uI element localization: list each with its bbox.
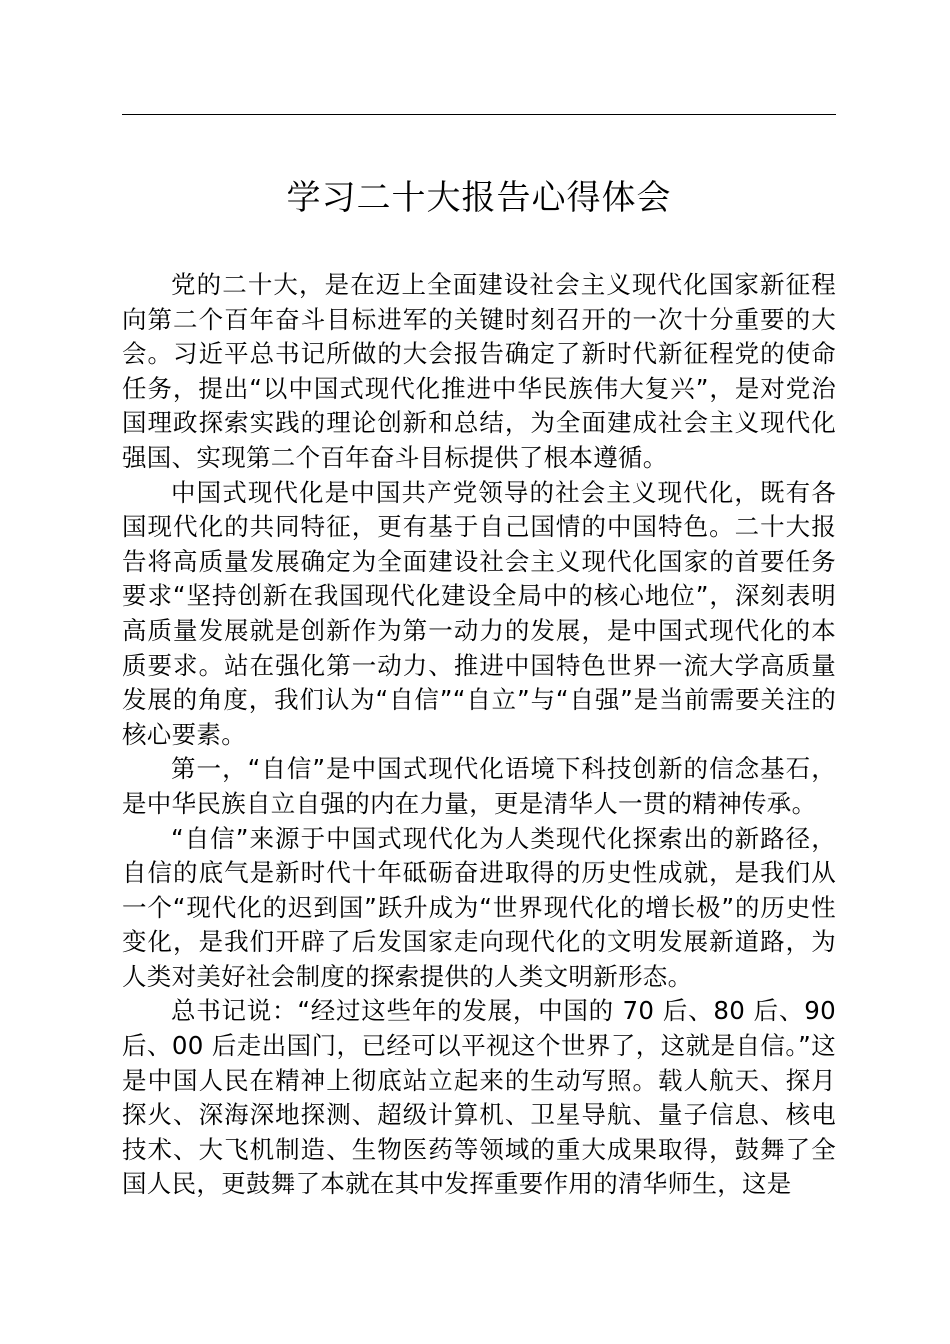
paragraph-5: 总书记说：“经过这些年的发展，中国的 70 后、80 后、90 后、00 后走出国门，已经可以平视这个世界了，这就是自信。”这是中国人民在精神上彻底站立起来的生动写照。载人航天、探月探火、深海深地探测、超级计算机、卫星导航、量子信息、核电技术、大飞机制造、生物医药等领域的重大成果取得，鼓舞了全国人民，更鼓舞了本就在其中发挥重要作用的清华师生，这是 [122,996,836,1199]
paragraph-3: 第一，“自信”是中国式现代化语境下科技创新的信念基石，是中华民族自立自强的内在力量，更是清华人一贯的精神传承。 [122,754,836,818]
document-title: 学习二十大报告心得体会 [286,178,672,218]
document-body [122,268,836,1202]
paragraph-4: “自信”来源于中国式现代化为人类现代化探索出的新路径，自信的底气是新时代十年砥砺奋进取得的历史性成就，是我们从一个“现代化的迟到国”跃升成为“世界现代化的增长极”的历史性变化，是我们开辟了后发国家走向现代化的文明发展新道路，为人类对美好社会制度的探索提供的人类文明新形态。 [122,823,836,991]
paragraph-1: 党的二十大，是在迈上全面建设社会主义现代化国家新征程向第二个百年奋斗目标进军的关键时刻召开的一次十分重要的大会。习近平总书记所做的大会报告确定了新时代新征程党的使命任务，提出“以中国式现代化推进中华民族伟大复兴”，是对党治国理政探索实践的理论创新和总结，为全面建成社会主义现代化强国、实现第二个百年奋斗目标提供了根本遵循。 [122,270,836,472]
paragraph-2: 中国式现代化是中国共产党领导的社会主义现代化，既有各国现代化的共同特征，更有基于自己国情的中国特色。二十大报告将高质量发展确定为全面建设社会主义现代化国家的首要任务要求“坚持创新在我国现代化建设全局中的核心地位”，深刻表明高质量发展就是创新作为第一动力的发展，是中国式现代化的本质要求。站在强化第一动力、推进中国特色世界一流大学高质量发展的角度，我们认为“自信”“自立”与“自强”是当前需要关注的核心要素。 [122,477,836,749]
header-rule [122,114,836,115]
